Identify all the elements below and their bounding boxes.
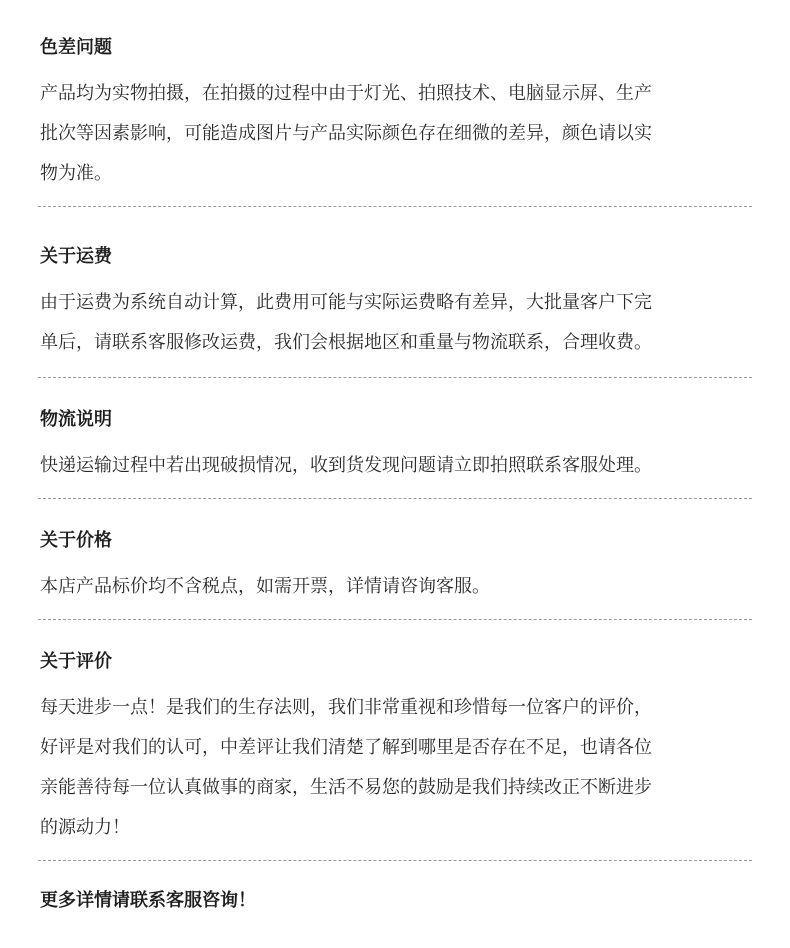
- section-color-difference: [38, 34, 752, 206]
- section-text-line: 好评是对我们的认可，中差评让我们清楚了解到哪里是否存在不足，也请各位: [40, 737, 652, 758]
- section-text-line: 亲能善待每一位认真做事的商家，生活不易您的鼓励是我们持续改正不断进步: [40, 777, 652, 798]
- section-text-line: 本店产品标价均不含税点，如需开票，详情请咨询客服。: [40, 576, 490, 597]
- section-text-line: 的源动力！: [40, 817, 130, 838]
- section-price: [38, 527, 752, 619]
- section-logistics: [38, 406, 752, 498]
- footer-contact-text: 更多详情请联系客服咨询！: [40, 890, 256, 911]
- section-title: 关于价格: [40, 530, 112, 551]
- section-footer: [38, 887, 752, 927]
- section-reviews: [38, 648, 752, 860]
- section-text-line: 批次等因素影响，可能造成图片与产品实际颜色存在细微的差异，颜色请以实: [40, 123, 652, 144]
- section-text-line: 物为准。: [40, 163, 112, 184]
- section-text-line: 快递运输过程中若出现破损情况，收到货发现问题请立即拍照联系客服处理。: [40, 455, 652, 476]
- section-text-line: 每天进步一点！是我们的生存法则，我们非常重视和珍惜每一位客户的评价，: [40, 697, 652, 718]
- section-text-line: 由于运费为系统自动计算，此费用可能与实际运费略有差异，大批量客户下完: [40, 292, 652, 313]
- section-title: 关于运费: [40, 246, 112, 267]
- section-title: 关于评价: [40, 651, 112, 672]
- section-title: 物流说明: [40, 409, 112, 430]
- section-text-line: 单后，请联系客服修改运费，我们会根据地区和重量与物流联系，合理收费。: [40, 332, 652, 353]
- section-shipping-fee: [38, 243, 752, 377]
- section-title: 色差问题: [40, 37, 112, 58]
- section-text-line: 产品均为实物拍摄，在拍摄的过程中由于灯光、拍照技术、电脑显示屏、生产: [40, 83, 652, 104]
